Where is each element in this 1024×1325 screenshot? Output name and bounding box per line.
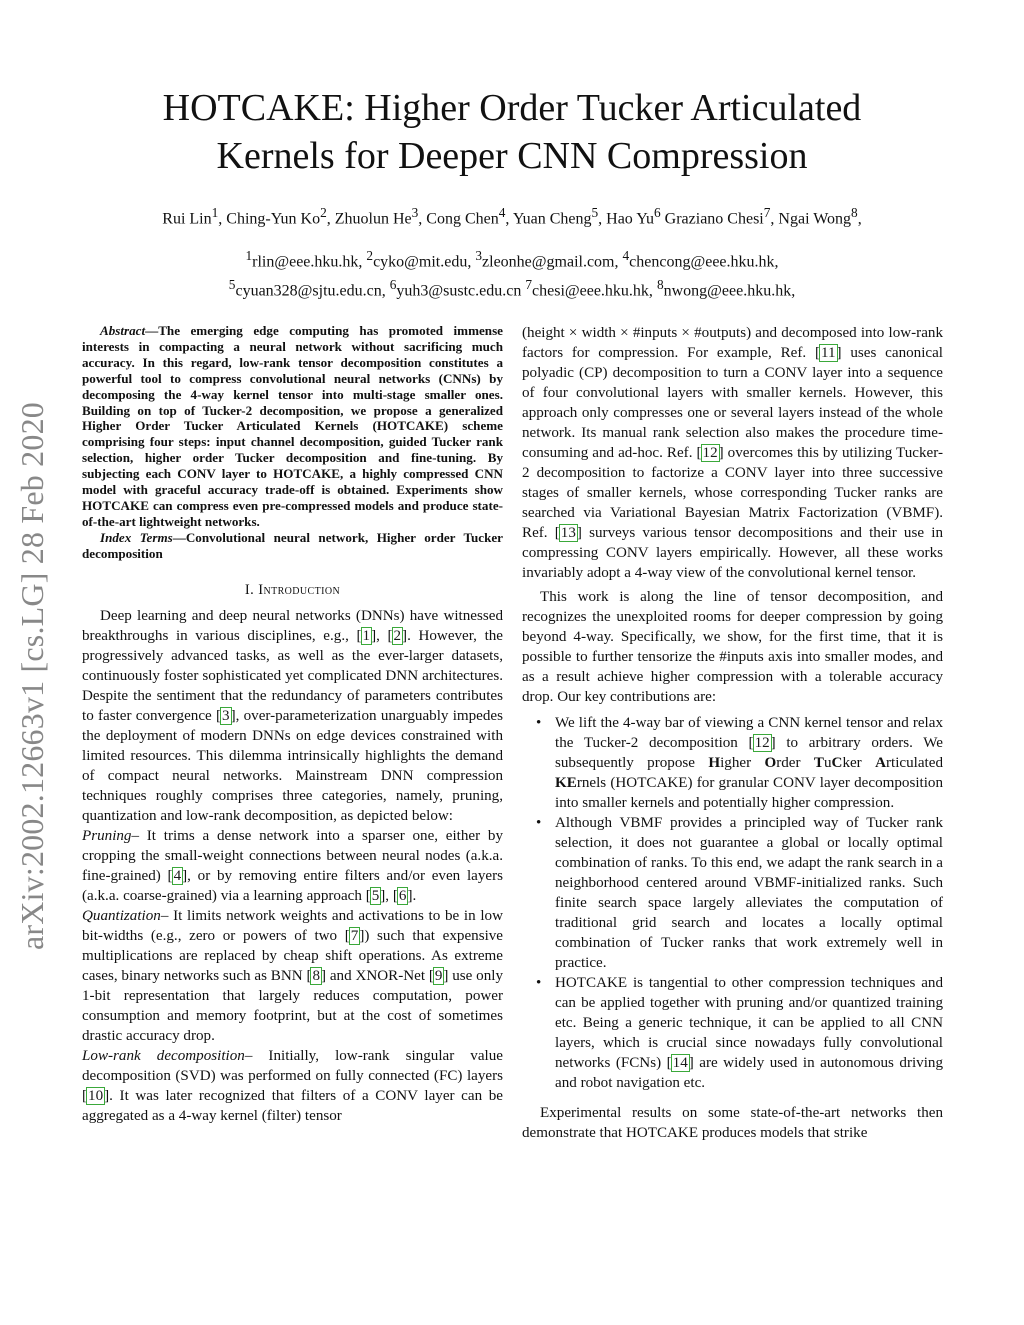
index-terms: Index Terms—Convolutional neural network, Higher order Tucker decomposition (82, 529, 503, 561)
right-paragraph-1: (height × width × #inputs × #outputs) and decomposed into low-rank factors for compression. For example, Ref. [11] uses canonical polyadic (CP) decomposition to turn a CONV layer into a sequence of four convolutional layers with smaller kernels. However, this approach only compresses one or several layers instead of the whole network. Its manual rank selection also makes the procedure time-consuming and ad-hoc. Ref. [12] overcomes this by utilizing Tucker-2 decomposition to factorize a CONV layer into three successive stages of smaller kernels, whose corresponding Tucker ranks are searched via Variational Bayesian Matrix Factorization (VBMF). Ref. [13] surveys various tensor decompositions and their use in compressing CONV layers empirically. However, all these works invariably adopt a 4-way view of the convolutional kernel tensor. (522, 325, 943, 581)
title-line-2: Kernels for Deeper CNN Compression (216, 135, 808, 177)
right-paragraph-2: This work is along the line of tensor decomposition, and recognizes the unexploited rooms for deeper compression by going beyond 4-way. Specifically, we show, for the first time, that it is possible to further tensorize the #inputs axis into smaller modes, and as a result achieve higher compression with a tolerable accuracy drop. Our key contributions are: (522, 589, 943, 705)
list-item: • We lift the 4-way bar of viewing a CNN kernel tensor and relax the Tucker-2 decomposition [12] to arbitrary orders. We subsequently propose Higher Order TuCker Articulated KErnels (HOTCAKE) for granular CONV layer decomposition into smaller kernels and potentially higher compression. (555, 713, 943, 813)
citation-link[interactable]: 2 (393, 627, 402, 644)
citation-link[interactable]: 14 (672, 1055, 688, 1071)
lowrank-paragraph: Low-rank decomposition– Initially, low-rank singular value decomposition (SVD) was performed on fully connected (FC) layers [10]. It was later recognized that filters of a CONV layer can be aggregated as a 4-way kernel (filter) tensor (82, 1047, 503, 1124)
list-item: • Although VBMF provides a principled way of Tucker rank selection, it does not guarantee a global or locally optimal combination of ranks. To this end, we adapt the rank search in a neighborhood centered around VBMF-initialized ranks. Such finite search space largely alleviates the computation of traditional grid search and locates a locally optimal combination of Tucker ranks that work extremely well in practice. (555, 813, 943, 973)
pruning-paragraph: Pruning– It trims a dense network into a sparser one, either by cropping the small-weight connections between neural nodes (a.k.a. fine-grained) [4], or by removing entire filters and/or even layers (a.k.a. coarse-grained) via a learning approach [5], [6]. (82, 827, 503, 904)
citation-link[interactable]: 9 (434, 967, 443, 984)
citation-link[interactable]: 12 (754, 735, 770, 751)
citation-link[interactable]: 8 (312, 967, 321, 984)
arxiv-stamp: arXiv:2002.12663v1 [cs.LG] 28 Feb 2020 (14, 402, 50, 950)
citation-link[interactable]: 6 (398, 887, 407, 904)
citation-link[interactable]: 7 (350, 927, 359, 944)
citation-link[interactable]: 12 (702, 445, 718, 461)
section-heading: I. Introduction (244, 581, 341, 598)
citation-link[interactable]: 1 (362, 627, 371, 644)
intro-paragraph: Deep learning and deep neural networks (DNNs) have witnessed breakthroughs in various disciplines, e.g., [1], [2]. However, the progressively advanced tasks, as well as the ever-larger datasets, continuously foster sophisticated yet complicated DNN architectures. Despite the sentiment that the redundancy of parameters contributes to faster convergence [3], over-parameterization unarguably impedes the deployment of modern DNNs on edge devices constrained with limited resources. This dilemma intrinsically highlights the demand of compact neural networks. Mainstream DNN compression techniques roughly comprises three categories, namely, pruning, quantization and low-rank decomposition, as depicted below: (82, 607, 504, 824)
title-line-1: HOTCAKE: Higher Order Tucker Articulated (162, 87, 862, 129)
citation-link[interactable]: 5 (371, 887, 380, 904)
author-list: Rui Lin$^1$, Ching-Yun Ko$^2$, Zhuolun He$^3$, Cong Chen$^4$, Yuan Cheng$^5$, Hao Yu$^6$ Graziano Chesi$^7$, Ngai Wong$^8$, (162, 205, 862, 228)
contributions-list (522, 713, 943, 1093)
list-item: • HOTCAKE is tangential to other compression techniques and can be applied together with pruning and/or quantized training etc. Being a generic technique, it can be applied to all CNN layers, which is crucial since nowadays fully convolutional networks (FCNs) [14] are widely used in autonomous driving and robot navigation etc. (555, 973, 943, 1093)
citation-link[interactable]: 3 (222, 707, 230, 724)
quantization-paragraph: Quantization– It limits network weights and activations to be in low bit-widths (e.g., zero or powers of two [7]) such that expensive multiplications are replaced by cheap shift operations. As extreme cases, binary networks such as BNN [8] and XNOR-Net [9] use only 1-bit representation that largely reduces computation, power consumption and memory footprint, but at the cost of sometimes drastic accuracy drop. (82, 907, 504, 1044)
citation-link[interactable]: 13 (560, 525, 576, 541)
citation-link[interactable]: 11 (821, 345, 836, 361)
right-column (522, 323, 943, 1143)
citation-link[interactable]: 10 (88, 1087, 104, 1104)
citation-link[interactable]: 4 (173, 867, 182, 884)
abstract: Abstract—The emerging edge computing has promoted immense interests in compacting a neural network without sacrificing much accuracy. In this regard, low-rank tensor decomposition constitutes a powerful tool to compress convolutional neural networks (CNNs) by decomposing the 4-way kernel tensor into multi-stage smaller ones. Building on top of Tucker-2 decomposition, we propose a generalized Higher Order Tucker Articulated Kernels (HOTCAKE) scheme comprising four steps: input channel decomposition, guided Tucker rank selection, higher order Tucker decomposition and fine-tuning. By subjecting each CONV layer to HOTCAKE, a highly compressed CNN model with graceful accuracy trade-off is obtained. Experiments show HOTCAKE can compress even pre-compressed models and produce state-of-the-art lightweight networks. (82, 323, 503, 529)
right-paragraph-3: Experimental results on some state-of-the-art networks then demonstrate that HOTCAKE produces models that strike (522, 1105, 943, 1141)
paper-title (0, 84, 1024, 180)
left-column (82, 323, 503, 1126)
author-emails: $^1$rlin@eee.hku.hk, $^2$cyko@mit.edu, $^3$zleonhe@gmail.com, $^4$chencong@eee.hku.hk, $^5$cyuan328@sjtu.edu.cn, $^6$yuh3@sustc.edu.cn $^7$chesi@eee.hku.hk, $^8$nwong@eee.hku.hk, (228, 248, 796, 300)
